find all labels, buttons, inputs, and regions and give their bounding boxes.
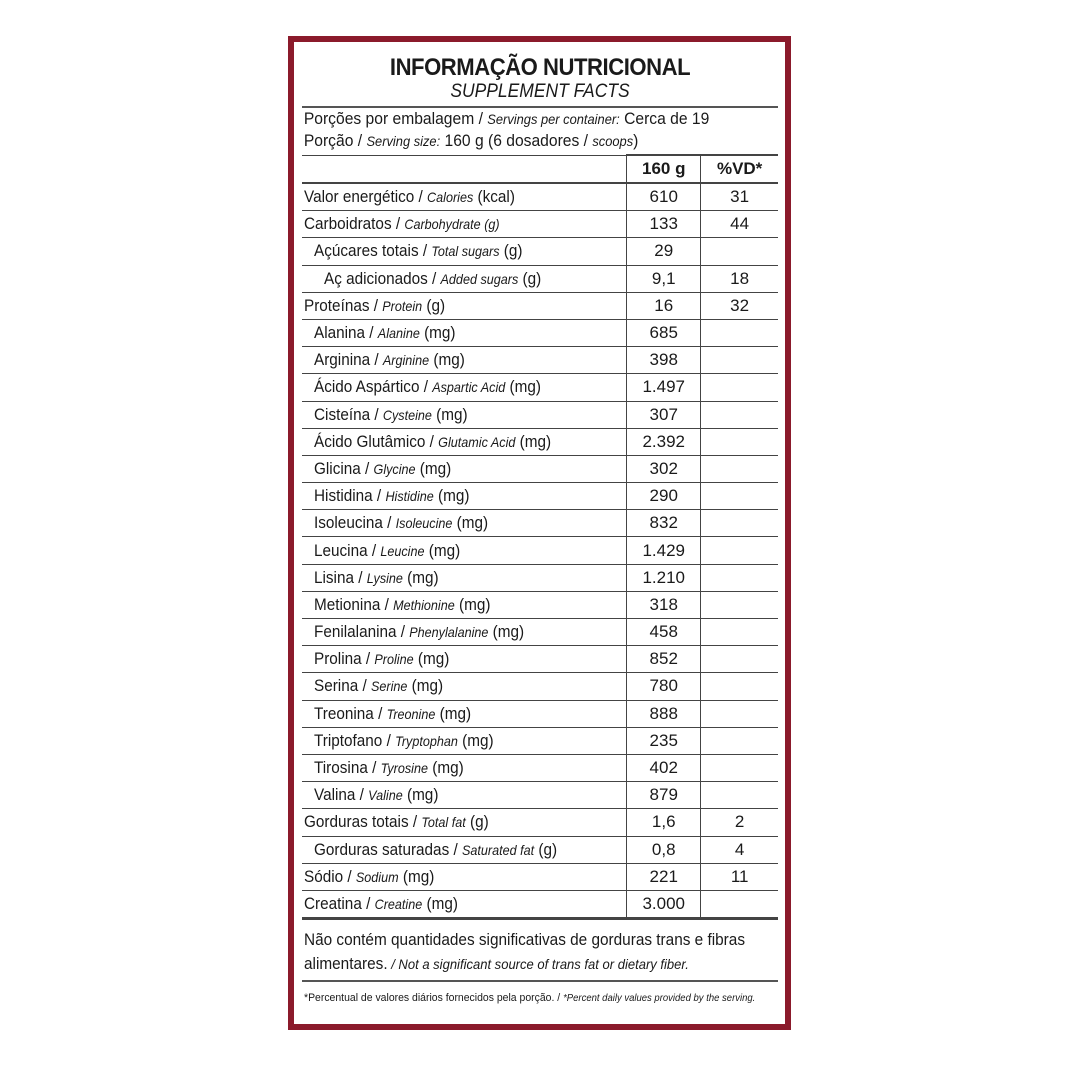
nutrient-name-en: Calories (427, 189, 474, 206)
nutrient-daily-value (701, 238, 778, 265)
nutrient-amount: 879 (627, 782, 701, 809)
nutrition-label (288, 36, 791, 1030)
nutrient-name-en: Treonine (386, 705, 436, 722)
nutrient-amount: 235 (627, 727, 701, 754)
nutrient-amount: 302 (627, 455, 701, 482)
footnote (302, 980, 778, 1007)
nutrition-table (302, 154, 778, 918)
nutrient-unit: (mg) (422, 893, 458, 913)
nutrient-name-pt: Isoleucina / (314, 513, 396, 533)
table-row (302, 700, 778, 727)
nutrient-daily-value: 44 (701, 211, 778, 238)
serving-size (302, 130, 740, 152)
nutrient-name (302, 890, 627, 917)
serving-size-en: Serving size: (366, 133, 441, 149)
nutrient-name (302, 238, 627, 265)
nutrient-name-en: Creatine (374, 895, 423, 912)
nutrient-name-pt: Valor energético / (304, 187, 428, 207)
table-row (302, 183, 778, 211)
nutrient-name-pt: Fenilalanina / (314, 622, 410, 642)
nutrient-name (302, 809, 627, 836)
nutrient-unit: (mg) (435, 703, 472, 723)
nutrient-name (302, 211, 627, 238)
nutrient-name (302, 537, 627, 564)
nutrient-unit: (mg) (454, 594, 491, 614)
nutrient-name-en: Total fat (421, 814, 466, 831)
servings-per-container (302, 108, 740, 130)
nutrient-amount: 290 (627, 483, 701, 510)
nutrient-daily-value (701, 727, 778, 754)
nutrient-name-en: Protein (382, 297, 423, 314)
table-row (302, 619, 778, 646)
table-row (302, 809, 778, 836)
nutrient-name-en: Valine (368, 787, 403, 804)
footnote-en: *Percent daily values provided by the serving. (563, 993, 756, 1005)
nutrient-unit: (mg) (428, 758, 464, 778)
nutrient-name-pt: Aç adicionados / (324, 268, 441, 288)
nutrient-amount: 832 (627, 510, 701, 537)
nutrient-name-en: Phenylalanine (409, 624, 489, 641)
nutrient-daily-value (701, 564, 778, 591)
nutrient-amount: 852 (627, 646, 701, 673)
nutrient-unit: (g) (518, 268, 542, 288)
nutrient-unit: (mg) (433, 486, 470, 506)
nutrient-name (302, 483, 627, 510)
nutrient-name (302, 374, 627, 401)
nutrient-name (302, 727, 627, 754)
nutrient-name-pt: Ácido Glutâmico / (314, 431, 439, 451)
nutrient-name-en: Carbohydrate (g) (404, 216, 500, 233)
nutrient-name-pt: Lisina / (314, 567, 367, 587)
nutrient-name-en: Glutamic Acid (438, 433, 516, 450)
nutrient-daily-value (701, 455, 778, 482)
nutrient-name (302, 754, 627, 781)
table-row (302, 591, 778, 618)
nutrient-amount: 1.497 (627, 374, 701, 401)
nutrient-name (302, 428, 627, 455)
nutrient-amount: 402 (627, 754, 701, 781)
nutrient-name-en: Sodium (355, 868, 399, 885)
nutrient-name (302, 510, 627, 537)
nutrient-name (302, 455, 627, 482)
nutrient-amount: 685 (627, 319, 701, 346)
nutrient-amount: 1,6 (627, 809, 701, 836)
nutrient-name-pt: Tirosina / (314, 758, 381, 778)
nutrient-unit: (mg) (402, 567, 439, 587)
nutrient-amount: 318 (627, 591, 701, 618)
nutrient-name-en: Cysteine (382, 406, 432, 423)
nutrient-name (302, 619, 627, 646)
nutrient-daily-value (701, 890, 778, 917)
nutrient-name-en: Aspartic Acid (432, 379, 506, 396)
nutrient-name-en: Tryptophan (395, 732, 458, 749)
nutrient-name-pt: Sódio / (304, 866, 356, 886)
nutrient-name-pt: Gorduras totais / (304, 812, 422, 832)
table-row (302, 537, 778, 564)
table-row (302, 782, 778, 809)
servings-per-container-pt: Porções por embalagem / (303, 109, 488, 128)
nutrient-unit: (mg) (413, 649, 450, 669)
nutrient-name-pt: Metionina / (314, 594, 394, 614)
table-row (302, 211, 778, 238)
nutrient-amount: 1.210 (627, 564, 701, 591)
nutrient-amount: 398 (627, 347, 701, 374)
nutrient-name-pt: Glicina / (314, 458, 374, 478)
nutrient-name (302, 292, 627, 319)
nutrient-unit: (g) (534, 839, 558, 859)
nutrient-name (302, 265, 627, 292)
note-text (302, 918, 778, 980)
servings-per-container-value: Cerca de 19 (619, 109, 710, 128)
nutrient-name (302, 591, 627, 618)
nutrient-daily-value (701, 619, 778, 646)
nutrient-name-pt: Alanina / (314, 323, 378, 343)
nutrient-name-en: Histidine (385, 488, 434, 505)
nutrient-amount: 888 (627, 700, 701, 727)
nutrient-name-en: Methionine (393, 596, 455, 613)
nutrient-name (302, 401, 627, 428)
nutrient-daily-value: 4 (701, 836, 778, 863)
nutrient-name-en: Lysine (366, 569, 403, 586)
nutrient-name-pt: Serina / (314, 676, 371, 696)
nutrient-name-pt: Triptofano / (314, 730, 396, 750)
nutrient-name-en: Arginine (382, 352, 430, 369)
nutrient-name (302, 700, 627, 727)
table-row (302, 374, 778, 401)
serving-size-value: 160 g (6 dosadores / (440, 131, 593, 150)
nutrient-daily-value: 18 (701, 265, 778, 292)
nutrient-unit: (mg) (429, 350, 465, 370)
label-title: INFORMAÇÃO NUTRICIONAL (389, 54, 691, 81)
nutrient-name-pt: Carboidratos / (304, 214, 405, 234)
nutrient-unit: (mg) (505, 377, 541, 397)
nutrient-daily-value (701, 754, 778, 781)
table-row (302, 646, 778, 673)
nutrient-name (302, 836, 627, 863)
nutrient-unit: (mg) (431, 404, 468, 424)
nutrient-name-pt: Leucina / (314, 540, 381, 560)
nutrient-amount: 610 (627, 183, 701, 211)
nutrient-amount: 29 (627, 238, 701, 265)
nutrient-name-en: Leucine (380, 542, 425, 559)
nutrient-amount: 3.000 (627, 890, 701, 917)
nutrient-name (302, 564, 627, 591)
nutrient-name (302, 863, 627, 890)
nutrient-name-pt: Creatina / (304, 893, 375, 913)
nutrient-daily-value (701, 483, 778, 510)
nutrient-unit: (mg) (402, 785, 439, 805)
nutrient-unit: (mg) (415, 458, 452, 478)
nutrient-amount: 1.429 (627, 537, 701, 564)
nutrient-daily-value (701, 646, 778, 673)
nutrient-name-en: Glycine (373, 460, 416, 477)
nutrient-name-pt: Arginina / (314, 350, 383, 370)
table-row (302, 510, 778, 537)
nutrient-name-pt: Treonina / (314, 703, 387, 723)
table-row (302, 455, 778, 482)
serving-size-close: ) (633, 131, 639, 150)
table-row (302, 292, 778, 319)
nutrient-daily-value (701, 700, 778, 727)
nutrient-name-pt: Gorduras saturadas / (314, 839, 462, 859)
nutrient-name-en: Alanine (377, 325, 420, 342)
serving-size-pt: Porção / (303, 131, 367, 150)
label-content (302, 52, 778, 1007)
nutrient-unit: (mg) (488, 622, 525, 642)
nutrient-daily-value (701, 782, 778, 809)
nutrient-amount: 133 (627, 211, 701, 238)
nutrient-name (302, 646, 627, 673)
nutrient-name-pt: Ácido Aspártico / (314, 377, 433, 397)
nutrient-name-en: Serine (370, 678, 408, 695)
nutrient-name-en: Saturated fat (461, 841, 535, 858)
nutrient-daily-value (701, 319, 778, 346)
nutrient-name (302, 782, 627, 809)
footnote-pt: *Percentual de valores diários fornecidos pela porção. / (304, 992, 564, 1005)
nutrient-name (302, 347, 627, 374)
nutrient-name-pt: Valina / (314, 785, 369, 805)
nutrient-name-pt: Prolina / (314, 649, 375, 669)
nutrient-unit: (kcal) (473, 187, 515, 207)
nutrient-unit: (mg) (515, 431, 552, 451)
nutrient-name-en: Proline (374, 651, 414, 668)
nutrient-name (302, 183, 627, 211)
nutrient-amount: 2.392 (627, 428, 701, 455)
table-row (302, 238, 778, 265)
table-row (302, 483, 778, 510)
nutrient-unit: (g) (422, 295, 446, 315)
table-row (302, 890, 778, 917)
nutrient-daily-value (701, 673, 778, 700)
label-subtitle: SUPPLEMENT FACTS (450, 81, 630, 102)
nutrient-daily-value (701, 591, 778, 618)
nutrient-amount: 307 (627, 401, 701, 428)
nutrient-name-pt: Histidina / (314, 486, 386, 506)
nutrient-unit: (mg) (398, 866, 435, 886)
nutrient-name-pt: Açúcares totais / (314, 241, 432, 261)
header-daily-value: %VD* (701, 155, 778, 183)
nutrient-daily-value (701, 510, 778, 537)
nutrient-amount: 16 (627, 292, 701, 319)
table-row (302, 428, 778, 455)
nutrient-name-en: Isoleucine (395, 515, 453, 532)
table-row (302, 401, 778, 428)
table-row (302, 347, 778, 374)
nutrient-name-en: Added sugars (440, 270, 519, 287)
serving-size-scoops: scoops (592, 133, 634, 149)
nutrient-daily-value (701, 428, 778, 455)
table-row (302, 863, 778, 890)
nutrient-name (302, 673, 627, 700)
header-name-cell (302, 155, 627, 183)
nutrient-daily-value: 32 (701, 292, 778, 319)
table-row (302, 673, 778, 700)
nutrient-name-en: Total sugars (431, 243, 500, 260)
servings-per-container-en: Servings per container: (487, 111, 620, 127)
nutrient-unit: (mg) (407, 676, 444, 696)
nutrient-unit: (g) (465, 812, 489, 832)
nutrient-daily-value (701, 347, 778, 374)
table-row (302, 319, 778, 346)
nutrient-amount: 458 (627, 619, 701, 646)
table-row (302, 564, 778, 591)
nutrient-amount: 221 (627, 863, 701, 890)
nutrient-daily-value (701, 537, 778, 564)
nutrient-name (302, 319, 627, 346)
note-pt: Não contém quantidades significativas de gorduras trans e fibras alimentares. (304, 931, 745, 974)
nutrient-amount: 9,1 (627, 265, 701, 292)
nutrient-unit: (mg) (419, 323, 456, 343)
nutrient-unit: (mg) (457, 730, 494, 750)
header-amount: 160 g (627, 155, 701, 183)
table-row (302, 754, 778, 781)
nutrient-name-pt: Proteínas / (304, 295, 383, 315)
nutrient-unit: (mg) (452, 513, 489, 533)
nutrient-daily-value: 31 (701, 183, 778, 211)
nutrient-amount: 780 (627, 673, 701, 700)
table-row (302, 727, 778, 754)
nutrient-daily-value: 11 (701, 863, 778, 890)
table-header (302, 155, 778, 183)
nutrient-name-en: Tyrosine (380, 760, 429, 777)
nutrient-daily-value: 2 (701, 809, 778, 836)
nutrient-daily-value (701, 374, 778, 401)
nutrient-name-pt: Cisteína / (314, 404, 383, 424)
note-en: / Not a significant source of trans fat or dietary fiber. (387, 956, 689, 973)
table-row (302, 265, 778, 292)
table-row (302, 836, 778, 863)
nutrient-unit: (mg) (424, 540, 461, 560)
nutrient-unit: (g) (499, 241, 523, 261)
nutrient-amount: 0,8 (627, 836, 701, 863)
nutrient-daily-value (701, 401, 778, 428)
